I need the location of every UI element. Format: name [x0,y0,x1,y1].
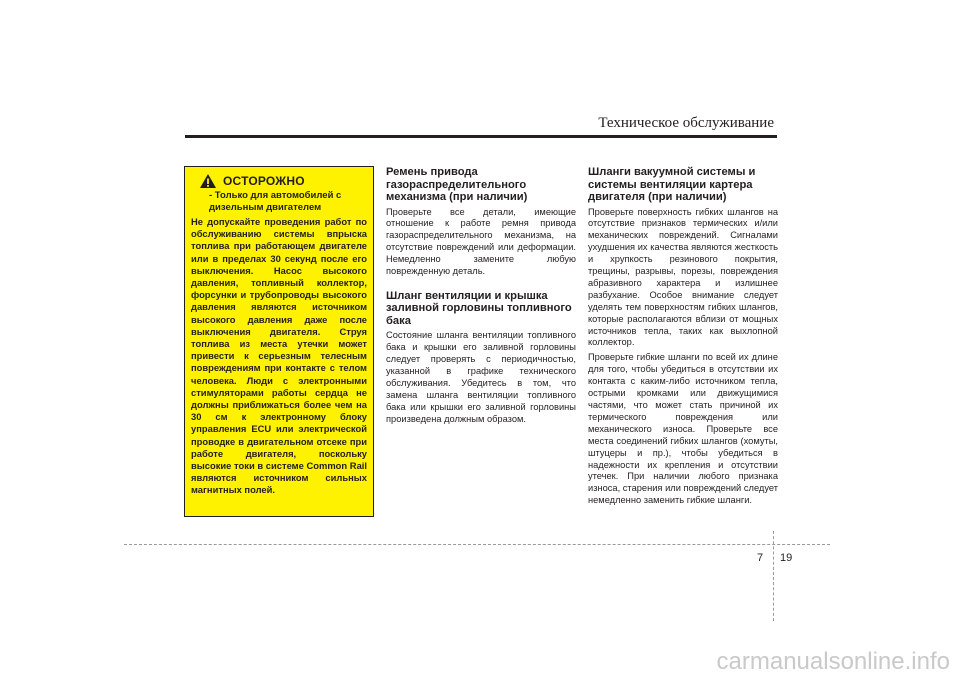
column-middle [386,166,576,435]
vacuum-hoses-text-1: Проверьте поверхность гибких шлангов на отсутствие признаков термических и/или механических повреждений. Сигналами ухудшения их качества являются жесткость и хрупкость резинового покрытия, трещины, разрывы, порезы, повреждения абразивного характера и излишнее разбухание. Особое внимание следует уделять тем поверхностям гибких шлангов, которые располагаются вблизи от мощных источников тепла, таких как выхлопной коллектор. [588,206,778,348]
chapter-number: 7 [757,552,764,564]
warning-heading [199,173,367,189]
page-number: 19 [780,552,793,564]
fuel-vent-text: Состояние шланга вентиляции топливного бака и крышки его заливной горловины следует проверять с периодичностью, указанной в графике технического обслуживания. Убедитесь в том, что замена шланга вентиляции топливного бака или крышки его заливной горловины произведена должным образом. [386,330,576,424]
warning-box [184,166,374,517]
watermark: carmanualsonline.info [716,648,950,675]
column-right [588,166,778,516]
warning-subtitle: - Только для автомобилей с дизельным двигателем [209,190,342,213]
footer-dashed-divider [773,531,774,621]
header-rule [185,135,777,138]
fuel-vent-heading: Шланг вентиляции и крышка заливной горловины топливного бака [386,289,572,327]
section-header-title: Техническое обслуживание [598,115,774,131]
warning-triangle-icon [199,173,217,189]
warning-title: ОСТОРОЖНО [223,174,305,188]
warning-body: Не допускайте проведения работ по обслуживанию системы впрыска топлива при работающем двигателе или в пределах 30 секунд после его выключения. Насос высокого давления, топливный коллектор, форсунки и трубопроводы высокого давления являются источником высокого давления даже после выключения двигателя. Струя топлива из места утечки может привести к серьезным телесным повреждениям при контакте с телом человека. Люди с электронными стимуляторами работы сердца не должны приближаться более чем на 30 см к электронному блоку управления ECU или электрической проводке в двигательном отсеке при работе двигателя, поскольку высокие токи в системе Common Rail являются источником сильных магнитных полей. [191,216,367,496]
vacuum-hoses-text-2: Проверьте гибкие шланги по всей их длине для того, чтобы убедиться в отсутствии их контакта с каким-либо источником тепла, острыми кромками или движущимися частями, что может стать причиной их термического повреждения или механического износа. Проверьте все места соединений гибких шлангов (хомуты, штуцеры и пр.), чтобы убедиться в надежности их крепления и отсутствии утечек. При наличии любого признака износа, старения или повреждений следует немедленно заменить гибкие шланги. [588,352,778,506]
timing-belt-heading: Ремень привода газораспределительного механизма (при наличии) [386,166,528,203]
vacuum-hoses-heading: Шланги вакуумной системы и системы вентиляции картера двигателя (при наличии) [588,166,756,203]
timing-belt-text: Проверьте все детали, имеющие отношение к работе ремня привода газораспределительного механизма, на отсутствие повреждений или деформации. Немедленно замените любую поврежденную деталь. [386,206,576,277]
footer-dashed-line [124,544,830,545]
